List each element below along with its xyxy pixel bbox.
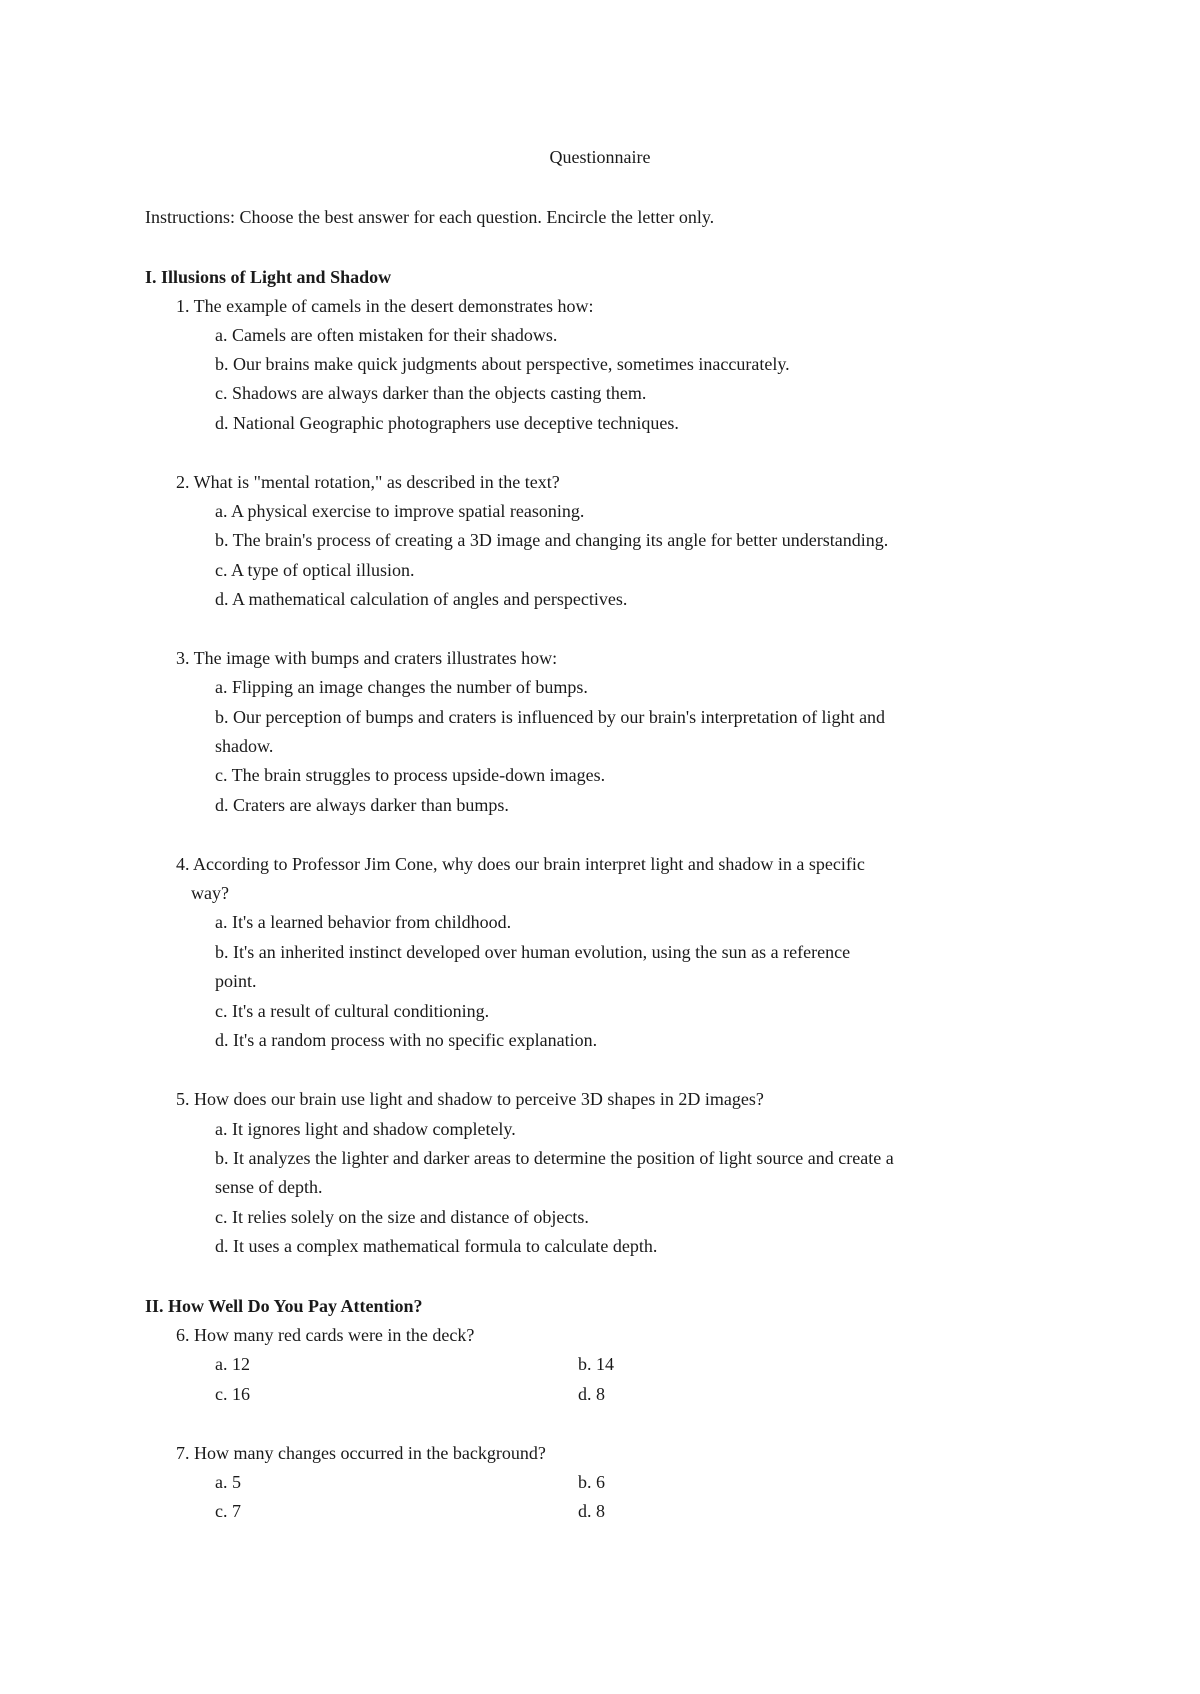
answer-option: d. A mathematical calculation of angles and perspectives. bbox=[215, 589, 628, 609]
answer-option: c. 7 bbox=[215, 1501, 241, 1521]
instructions: Instructions: Choose the best answer for each question. Encircle the letter only. bbox=[145, 207, 715, 227]
question-text: 5. How does our brain use light and shadow to perceive 3D shapes in 2D images? bbox=[176, 1089, 764, 1109]
answer-option: d. It's a random process with no specific explanation. bbox=[215, 1030, 598, 1050]
answer-option: a. It ignores light and shadow completely. bbox=[215, 1119, 516, 1139]
question-text-continued: way? bbox=[191, 883, 229, 903]
answer-option: b. Our brains make quick judgments about perspective, sometimes inaccurately. bbox=[215, 354, 790, 374]
answer-option: b. Our perception of bumps and craters is influenced by our brain's interpretation of light and bbox=[215, 707, 886, 727]
answer-option: a. 12 bbox=[215, 1354, 250, 1374]
answer-option-continued: sense of depth. bbox=[215, 1177, 323, 1197]
answer-option: c. The brain struggles to process upside-down images. bbox=[215, 765, 606, 785]
section-heading: I. Illusions of Light and Shadow bbox=[145, 267, 392, 287]
question-text: 6. How many red cards were in the deck? bbox=[176, 1325, 475, 1345]
answer-option: d. 8 bbox=[578, 1501, 605, 1521]
answer-option: d. It uses a complex mathematical formula to calculate depth. bbox=[215, 1236, 658, 1256]
answer-option: d. 8 bbox=[578, 1384, 605, 1404]
answer-option: b. It analyzes the lighter and darker areas to determine the position of light source and create a bbox=[215, 1148, 894, 1168]
answer-option: a. 5 bbox=[215, 1472, 241, 1492]
answer-option: a. Flipping an image changes the number of bumps. bbox=[215, 677, 588, 697]
answer-option: a. Camels are often mistaken for their shadows. bbox=[215, 325, 558, 345]
document-title: Questionnaire bbox=[549, 147, 651, 167]
answer-option: c. Shadows are always darker than the objects casting them. bbox=[215, 383, 647, 403]
answer-option: c. 16 bbox=[215, 1384, 250, 1404]
section-heading: II. How Well Do You Pay Attention? bbox=[145, 1296, 423, 1316]
answer-option: b. It's an inherited instinct developed over human evolution, using the sun as a reference bbox=[215, 942, 851, 962]
answer-option: c. A type of optical illusion. bbox=[215, 560, 415, 580]
answer-option: c. It's a result of cultural conditioning. bbox=[215, 1001, 490, 1021]
answer-option: d. Craters are always darker than bumps. bbox=[215, 795, 509, 815]
answer-option: c. It relies solely on the size and distance of objects. bbox=[215, 1207, 589, 1227]
answer-option: b. 6 bbox=[578, 1472, 605, 1492]
answer-option: b. 14 bbox=[578, 1354, 614, 1374]
answer-option-continued: point. bbox=[215, 971, 257, 991]
question-text: 4. According to Professor Jim Cone, why does our brain interpret light and shadow in a specific bbox=[176, 854, 865, 874]
answer-option: a. It's a learned behavior from childhood. bbox=[215, 912, 512, 932]
question-text: 7. How many changes occurred in the background? bbox=[176, 1443, 546, 1463]
answer-option-continued: shadow. bbox=[215, 736, 274, 756]
answer-option: a. A physical exercise to improve spatial reasoning. bbox=[215, 501, 585, 521]
question-text: 1. The example of camels in the desert demonstrates how: bbox=[176, 296, 594, 316]
question-text: 2. What is "mental rotation," as described in the text? bbox=[176, 472, 560, 492]
question-text: 3. The image with bumps and craters illustrates how: bbox=[176, 648, 558, 668]
answer-option: d. National Geographic photographers use deceptive techniques. bbox=[215, 413, 679, 433]
answer-option: b. The brain's process of creating a 3D image and changing its angle for better understanding. bbox=[215, 530, 889, 550]
